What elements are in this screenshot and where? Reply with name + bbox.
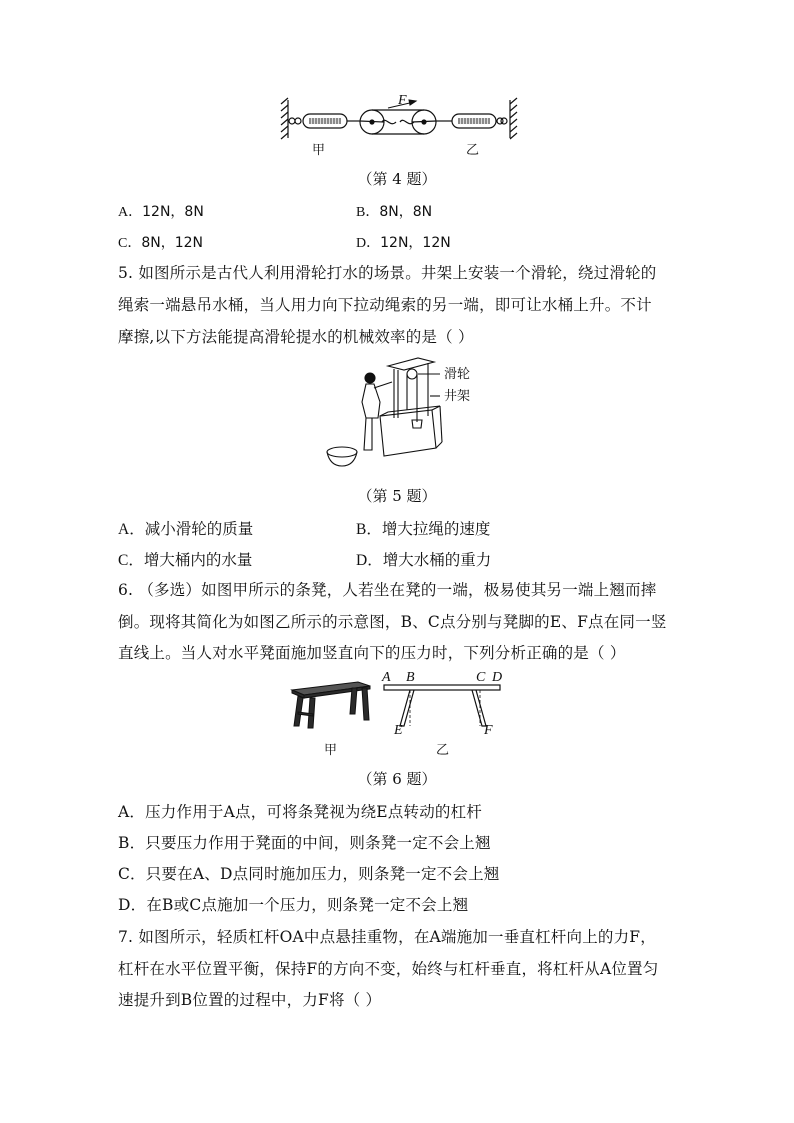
q5-stem-line-2: 绳索一端悬吊水桶，当人用力向下拉动绳索的另一端，即可让水桶上升。不计 bbox=[118, 296, 652, 314]
q7-stem-line-1: 7. 如图所示，轻质杠杆OA中点悬挂重物，在A端施加一垂直杠杆向上的力F， bbox=[118, 928, 656, 946]
q6-option-d: D．在B或C点施加一个压力，则条凳一定不会上翘 bbox=[118, 896, 469, 914]
q5-stem-line-3: 摩擦,以下方法能提高滑轮提水的机械效率的是（ ） bbox=[118, 328, 474, 346]
q7-stem-line-2: 杠杆在水平位置平衡，保持F的方向不变，始终与杠杆垂直，将杠杆从A位置匀 bbox=[118, 960, 659, 978]
q6-label-C: C bbox=[476, 670, 486, 685]
well-roof-icon bbox=[388, 358, 434, 370]
q4-label-F: F bbox=[398, 93, 407, 108]
well-box-icon bbox=[380, 410, 436, 456]
q4-caption: （第 4 题） bbox=[357, 170, 437, 188]
q4-option-d: D．12N，12N bbox=[356, 235, 451, 251]
left-wall-icon bbox=[281, 98, 301, 139]
right-wall-icon bbox=[510, 98, 517, 139]
q4-label-jia: 甲 bbox=[312, 143, 326, 158]
person-figure-icon bbox=[362, 373, 392, 450]
q6-stem-line-3: 直线上。当人对水平凳面施加竖直向下的压力时，下列分析正确的是（ ） bbox=[118, 644, 626, 662]
q5-stem-line-1: 5. 如图所示是古代人利用滑轮打水的场景。井架上安装一个滑轮，绕过滑轮的 bbox=[118, 264, 657, 282]
q6-option-c: C．只要在A、D点同时施加压力，则条凳一定不会上翘 bbox=[118, 865, 500, 883]
q6-label-B: B bbox=[406, 670, 415, 685]
basin-icon bbox=[327, 447, 357, 457]
q6-caption: （第 6 题） bbox=[357, 770, 437, 788]
q5-option-d: D．增大水桶的重力 bbox=[356, 551, 492, 569]
q4-spring-scale-figure bbox=[278, 92, 518, 158]
bench-schematic-icon bbox=[384, 685, 500, 726]
q6-label-D: D bbox=[492, 670, 503, 685]
q5-label-pulley: 滑轮 bbox=[444, 367, 471, 382]
q5-label-frame: 井架 bbox=[444, 389, 471, 404]
spring-scale-yi-icon bbox=[436, 114, 507, 128]
q4-option-c: C．8N，12N bbox=[118, 235, 204, 251]
q6-label-yi: 乙 bbox=[436, 743, 450, 758]
pulley-pair-icon bbox=[360, 110, 436, 134]
q6-stem-line-1: 6. （多选）如图甲所示的条凳，人若坐在凳的一端，极易使其另一端上翘而摔 bbox=[118, 581, 657, 599]
q5-option-a: A．减小滑轮的质量 bbox=[118, 520, 254, 538]
spring-scale-jia-icon bbox=[303, 114, 360, 128]
bench-drawing-icon bbox=[292, 682, 370, 728]
q6-label-E: E bbox=[394, 723, 403, 738]
q6-option-a: A．压力作用于A点，可将条凳视为绕E点转动的杠杆 bbox=[118, 803, 483, 821]
q4-option-a: A．12N，8N bbox=[118, 204, 204, 220]
q5-option-c: C．增大桶内的水量 bbox=[118, 551, 253, 569]
q6-label-A: A bbox=[382, 670, 391, 685]
q4-label-yi: 乙 bbox=[466, 143, 480, 158]
q6-bench-figure bbox=[286, 668, 516, 760]
q7-stem-line-3: 速提升到B位置的过程中，力F将（ ） bbox=[118, 991, 382, 1009]
q6-label-jia: 甲 bbox=[324, 743, 338, 758]
q6-label-F: F bbox=[484, 723, 493, 738]
well-pulley-icon bbox=[407, 369, 417, 379]
q4-option-b: B．8N，8N bbox=[356, 204, 433, 220]
q6-option-b: B．只要压力作用于凳面的中间，则条凳一定不会上翘 bbox=[118, 834, 491, 852]
q5-caption: （第 5 题） bbox=[357, 487, 437, 505]
q6-stem-line-2: 倒。现将其简化为如图乙所示的示意图，B、C点分别与凳脚的E、F点在同一竖 bbox=[118, 613, 667, 631]
q5-option-b: B．增大拉绳的速度 bbox=[356, 520, 491, 538]
q5-well-pulley-figure bbox=[322, 352, 482, 474]
